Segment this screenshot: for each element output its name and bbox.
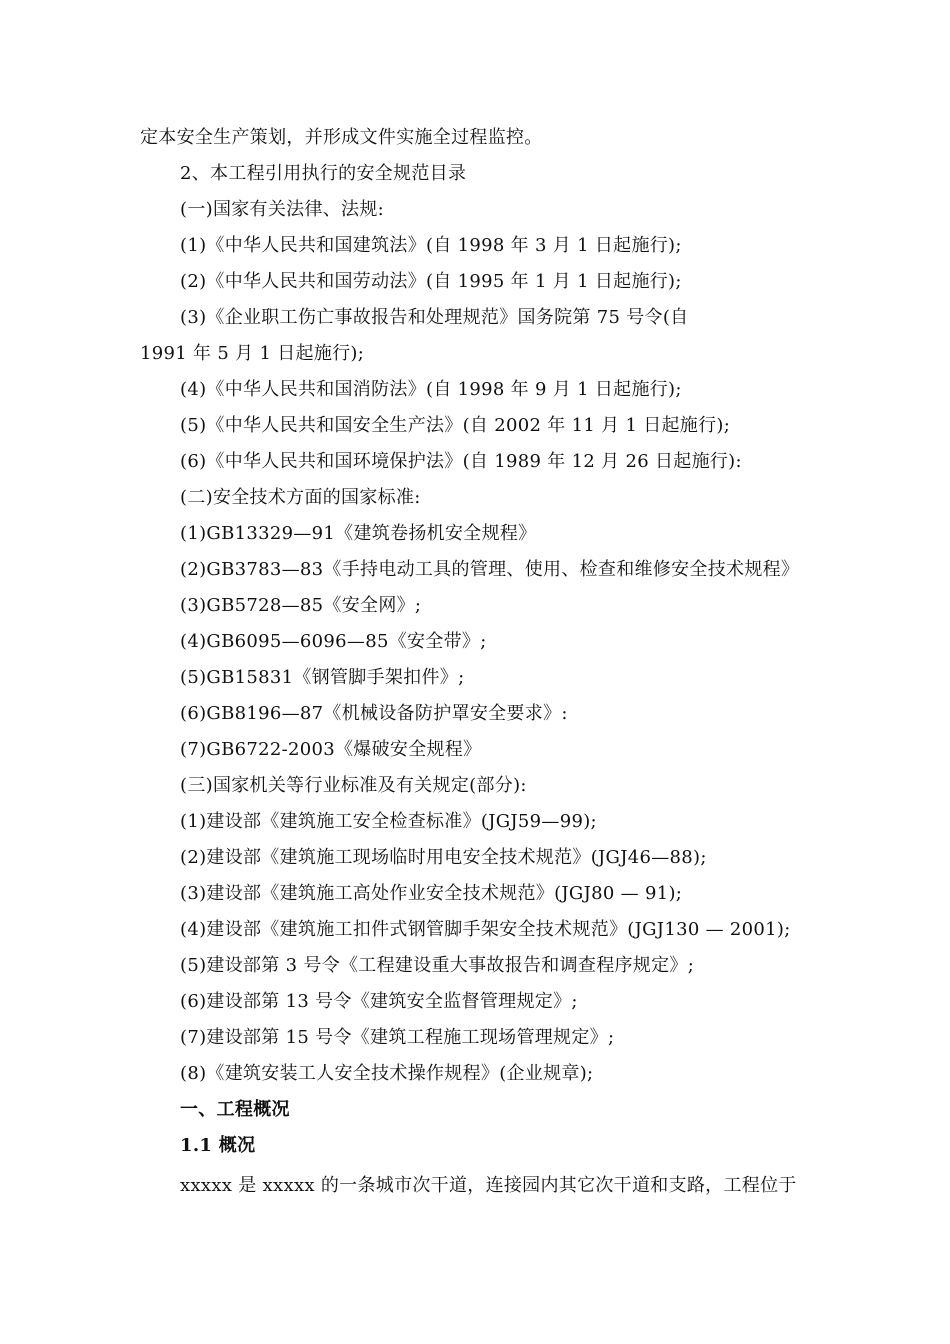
list-item: (3)《企业职工伤亡事故报告和处理规范》国务院第 75 号令(自 xyxy=(180,307,689,328)
list-item: (3)建设部《建筑施工高处作业安全技术规范》(JGJ80 — 91); xyxy=(180,883,683,904)
list-item: (1)建设部《建筑施工安全检查标准》(JGJ59—99); xyxy=(180,811,597,832)
list-item: (2)GB3783—83《手持电动工具的管理、使用、检查和维修安全技术规程》 xyxy=(180,559,800,580)
list-item: (4)建设部《建筑施工扣件式钢管脚手架安全技术规范》(JGJ130 — 2001); xyxy=(180,919,791,940)
list-item: (8)《建筑安装工人安全技术操作规程》(企业规章); xyxy=(180,1063,594,1084)
subheading-laws: (一)国家有关法律、法规: xyxy=(180,199,385,220)
subheading-industry-standards: (三)国家机关等行业标准及有关规定(部分): xyxy=(180,775,527,796)
subsection-heading-overview: 1.1 概况 xyxy=(180,1135,256,1156)
list-item: (7)建设部第 15 号令《建筑工程施工现场管理规定》; xyxy=(180,1027,615,1048)
section-heading-project-overview: 一、工程概况 xyxy=(180,1099,290,1120)
list-item: (1)《中华人民共和国建筑法》(自 1998 年 3 月 1 日起施行); xyxy=(180,235,682,256)
list-item: (2)《中华人民共和国劳动法》(自 1995 年 1 月 1 日起施行); xyxy=(180,271,682,292)
list-item: (2)建设部《建筑施工现场临时用电安全技术规范》(JGJ46—88); xyxy=(180,847,707,868)
list-item: (4)《中华人民共和国消防法》(自 1998 年 9 月 1 日起施行); xyxy=(180,379,682,400)
list-item: (1)GB13329—91《建筑卷扬机安全规程》 xyxy=(180,523,537,544)
list-item: (6)GB8196—87《机械设备防护罩安全要求》: xyxy=(180,703,568,724)
list-item: (4)GB6095—6096—85《安全带》; xyxy=(180,631,487,652)
list-item: (7)GB6722-2003《爆破安全规程》 xyxy=(180,739,482,760)
paragraph-continuation: 定本安全生产策划，并形成文件实施全过程监控。 xyxy=(140,127,543,148)
list-item: (5)建设部第 3 号令《工程建设重大事故报告和调查程序规定》; xyxy=(180,955,695,976)
list-item: (5)GB15831《钢管脚手架扣件》; xyxy=(180,667,465,688)
list-item-continuation: 1991 年 5 月 1 日起施行); xyxy=(140,343,365,364)
list-item: (3)GB5728—85《安全网》; xyxy=(180,595,422,616)
list-item: (5)《中华人民共和国安全生产法》(自 2002 年 11 月 1 日起施行); xyxy=(180,415,731,436)
subheading-national-standards: (二)安全技术方面的国家标准: xyxy=(180,487,421,508)
section-heading-standards: 2、本工程引用执行的安全规范目录 xyxy=(180,163,467,184)
list-item: (6)《中华人民共和国环境保护法》(自 1989 年 12 月 26 日起施行): xyxy=(180,451,742,472)
paragraph-overview: xxxxx 是 xxxxx 的一条城市次干道，连接园内其它次干道和支路，工程位于 xyxy=(180,1175,797,1196)
list-item: (6)建设部第 13 号令《建筑安全监督管理规定》; xyxy=(180,991,578,1012)
